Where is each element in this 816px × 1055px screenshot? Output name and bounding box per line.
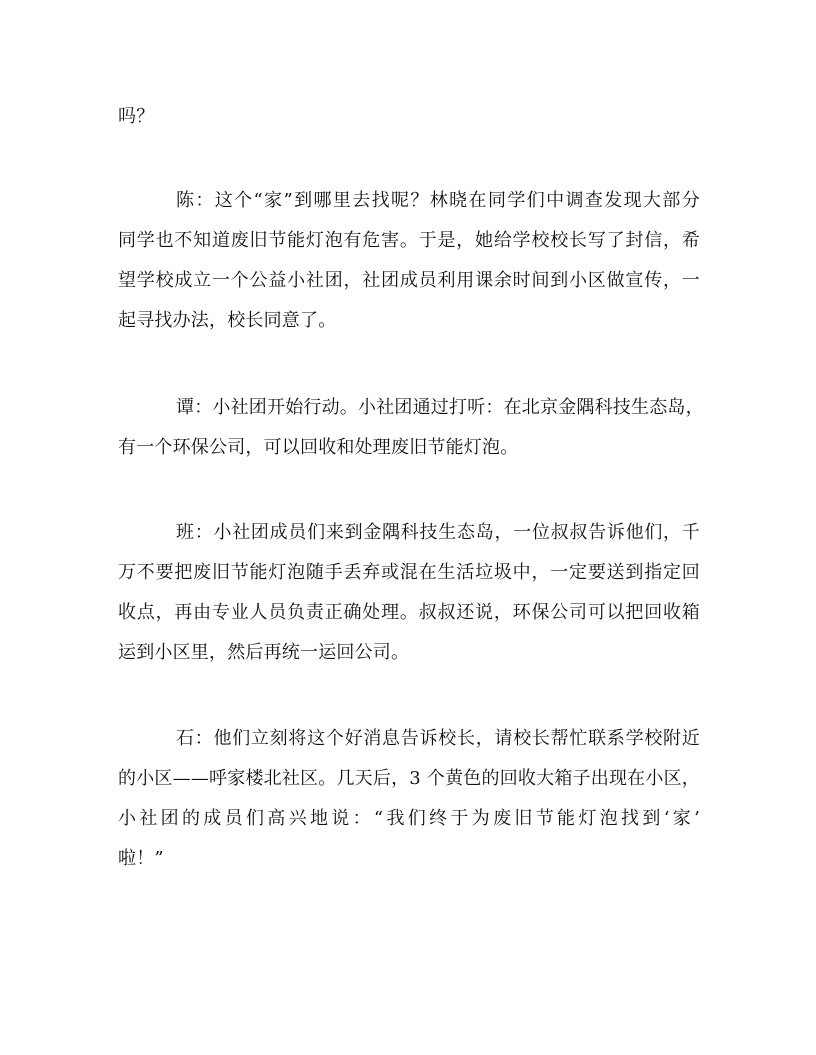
paragraph-line: 望学校成立一个公益小社团，社团成员利用课余时间到小区做宣传，一 [118, 270, 700, 291]
paragraph-line: 起寻找办法，校长同意了。 [118, 310, 337, 331]
paragraph-line: 啦！” [118, 848, 164, 869]
paragraph-line: 吗？ [118, 106, 155, 127]
paragraph-line: 收点，再由专业人员负责正确处理。叔叔还说，环保公司可以把回收箱 [118, 602, 700, 623]
paragraph-line: 班：小社团成员们来到金隅科技生态岛，一位叔叔告诉他们，千 [176, 522, 700, 543]
paragraph-line: 陈：这个“家”到哪里去找呢？林晓在同学们中调查发现大部分 [176, 190, 700, 211]
paragraph-line: 的小区——呼家楼北社区。几天后，3 个黄色的回收大箱子出现在小区， [118, 768, 700, 789]
paragraph-line: 有一个环保公司，可以回收和处理废旧节能灯泡。 [118, 437, 519, 458]
paragraph-line: 运到小区里，然后再统一运回公司。 [118, 642, 410, 663]
paragraph-line: 小社团的成员们高兴地说：“我们终于为废旧节能灯泡找到‘家’ [118, 808, 700, 829]
paragraph-line: 万不要把废旧节能灯泡随手丢弃或混在生活垃圾中，一定要送到指定回 [118, 562, 700, 583]
paragraph-line: 石：他们立刻将这个好消息告诉校长，请校长帮忙联系学校附近 [176, 728, 700, 749]
paragraph-line: 同学也不知道废旧节能灯泡有危害。于是，她给学校校长写了封信，希 [118, 230, 700, 251]
paragraph-line: 谭：小社团开始行动。小社团通过打听：在北京金隅科技生态岛， [176, 397, 704, 418]
